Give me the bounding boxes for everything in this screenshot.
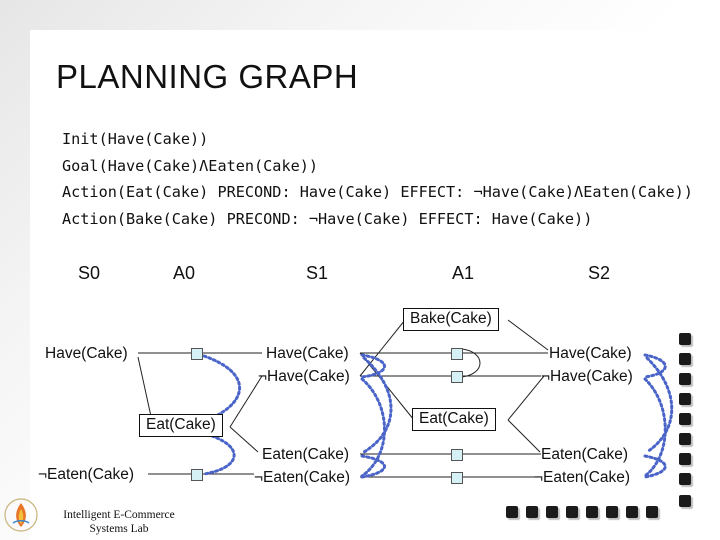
footer-line-1: Intelligent E-Commerce [63, 509, 175, 521]
a1-bake-cake-action: Bake(Cake) [403, 308, 499, 331]
a0-eat-cake-action: Eat(Cake) [139, 414, 223, 437]
lab-logo-icon [1, 493, 41, 537]
level-s2: S2 [588, 263, 611, 283]
mutex-s1-have-eaten [364, 358, 391, 452]
decor-square [566, 506, 578, 518]
s0-have-cake: Have(Cake) [45, 345, 128, 362]
level-s1: S1 [306, 263, 329, 283]
s2-have-cake: Have(Cake) [549, 345, 632, 362]
edge-eat1-nothave [508, 376, 544, 420]
s1-not-have-cake: ¬Have(Cake) [258, 368, 350, 385]
decor-square [679, 413, 691, 425]
decor-square [606, 506, 618, 518]
s1-eaten-cake: Eaten(Cake) [262, 446, 350, 463]
s2-not-eaten-cake: ¬Eaten(Cake) [534, 469, 631, 486]
mutex-s2-have-eaten [647, 358, 672, 452]
mutex-a0-lower [204, 436, 234, 474]
s2-eaten-cake: Eaten(Cake) [541, 446, 629, 463]
decor-square [546, 506, 558, 518]
persist-node-a0-noteaten [191, 469, 203, 481]
level-a0: A0 [173, 263, 196, 283]
a1-eat-cake-action: Eat(Cake) [412, 408, 496, 431]
edge-nothave-bake [360, 320, 405, 376]
footer-line-2: Systems Lab [89, 523, 149, 535]
decor-square [679, 453, 691, 465]
decor-square [679, 433, 691, 445]
decor-square [586, 506, 598, 518]
persist-node-a1-have [451, 348, 463, 360]
init-line: Init(Have(Cake)) [62, 130, 209, 148]
edge-bake-have [508, 320, 548, 350]
mutex-a0-upper [204, 356, 240, 418]
decor-square [646, 506, 658, 518]
edge-have-eat-precond [138, 357, 152, 421]
persist-node-a1-nothave [451, 371, 463, 383]
decor-square [679, 473, 691, 485]
persist-node-a1-eaten [451, 449, 463, 461]
level-a1: A1 [452, 263, 475, 283]
action-eat-line: Action(Eat(Cake) PRECOND: Have(Cake) EFFECT: ¬Have(Cake)ΛEaten(Cake)) [62, 183, 693, 201]
decor-square [679, 393, 691, 405]
level-s0: S0 [78, 263, 101, 283]
footer-lab-name [54, 508, 184, 536]
edge-eat-eaten [230, 427, 258, 452]
slide-title: PLANNING GRAPH [56, 58, 359, 95]
decor-square [679, 353, 691, 365]
edge-eat1-eaten [508, 420, 540, 452]
decor-square [679, 495, 691, 507]
action-bake-line: Action(Bake(Cake) PRECOND: ¬Have(Cake) EFFECT: Have(Cake)) [62, 209, 593, 228]
s1-not-eaten-cake: ¬Eaten(Cake) [254, 469, 351, 486]
goal-line: Goal(Have(Cake)ΛEaten(Cake)) [62, 156, 319, 175]
persist-node-a1-noteaten [451, 472, 463, 484]
s1-have-cake: Have(Cake) [266, 345, 349, 362]
decor-square [679, 373, 691, 385]
decor-square [506, 506, 518, 518]
s0-not-eaten-cake: ¬Eaten(Cake) [38, 466, 135, 483]
decor-square [526, 506, 538, 518]
s2-not-have-cake: ¬Have(Cake) [541, 368, 633, 385]
persist-node-a0-have [191, 348, 203, 360]
decor-square [626, 506, 638, 518]
decor-square [679, 333, 691, 345]
